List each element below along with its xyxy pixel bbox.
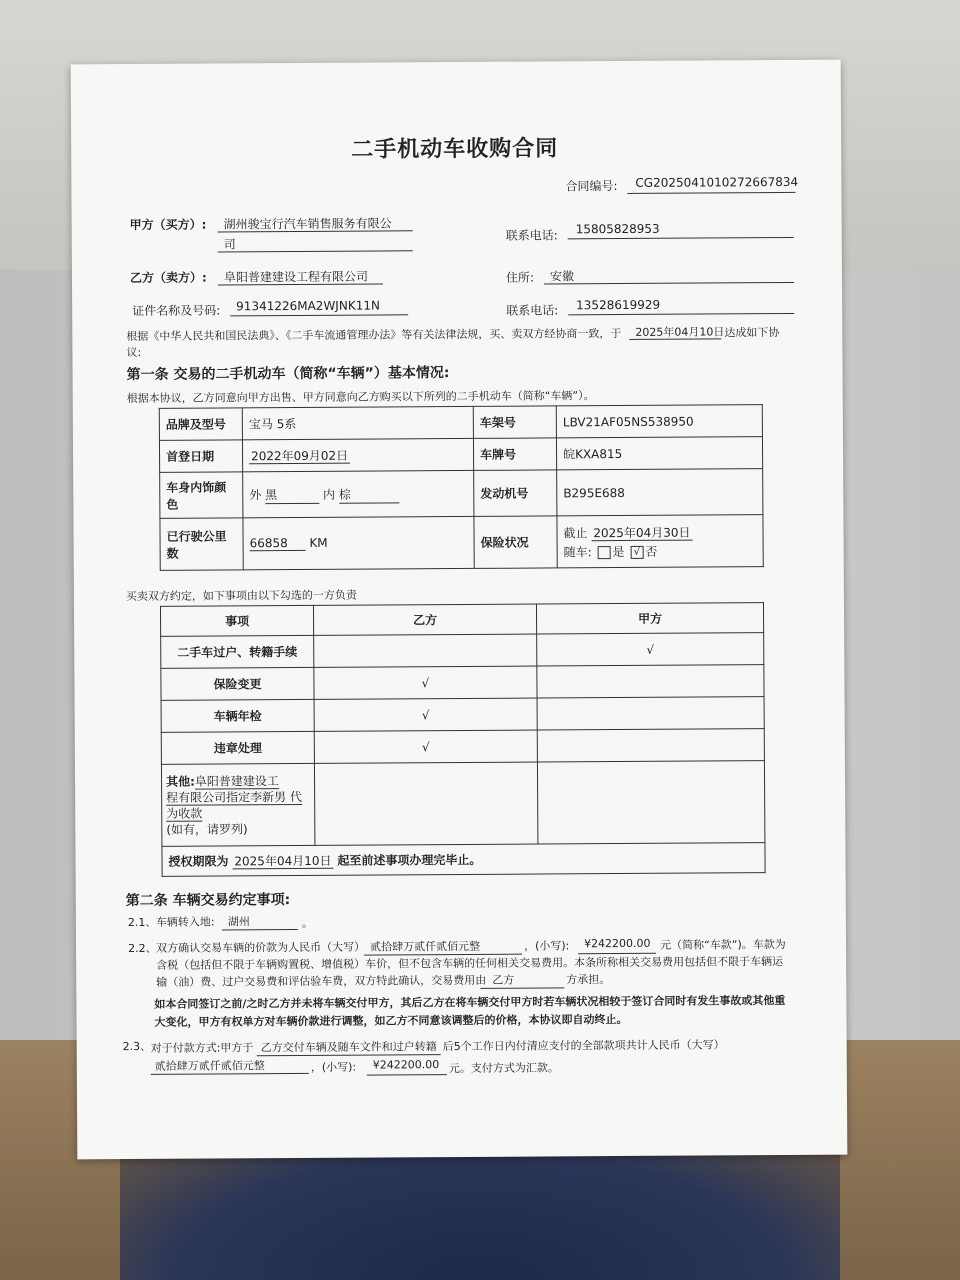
other-label: 其他: <box>166 774 195 789</box>
clause-2-3-no: 2.3、 <box>122 1039 152 1054</box>
insurance-cell <box>557 515 763 568</box>
engine-label: 发动机号 <box>474 470 557 517</box>
intro-text: 根据《中华人民共和国民法典》、《二手车流通管理办法》等有关法律法规，买、卖双方经协商一致，于 <box>126 327 622 344</box>
with-car-row <box>564 542 757 560</box>
color-cell <box>243 470 474 517</box>
clause-2-1-end: 。 <box>301 916 313 930</box>
clause-2-1-value: 湖州 <box>227 915 250 929</box>
other-cell <box>161 763 314 846</box>
phone-b: 13528619929 <box>576 297 661 313</box>
duty-item-insurance: 保险变更 <box>161 667 314 700</box>
address: 安徽 <box>549 269 575 284</box>
id-no: 91341226MA2WJNK11N <box>236 298 380 314</box>
auth-cell <box>162 843 765 877</box>
clause-2-2-no: 2.2、 <box>128 941 157 956</box>
brand-value: 宝马 5系 <box>242 406 473 439</box>
reg-date-value: 2022年09月02日 <box>249 449 350 465</box>
brand-label: 品牌及型号 <box>159 408 242 441</box>
page-title: 二手机动车收购合同 <box>351 136 559 163</box>
clause-2-1-no: 2.1、 <box>127 915 157 930</box>
price-upper: 贰拾肆万贰仟贰佰元整 <box>370 939 481 954</box>
other-hint: (如有，请罗列) <box>166 821 248 837</box>
duty-item-transfer: 二手车过户、转籍手续 <box>161 635 314 668</box>
clause-2-3-text-d: 元。支付方式为汇款。 <box>448 1061 559 1076</box>
clause-2-3-text-c: ，(小写): <box>310 1060 357 1074</box>
mileage-label: 已行驶公里数 <box>160 518 243 571</box>
other-value-3: 为收款 <box>166 806 203 821</box>
contract-no: CG2025041010272667834 <box>635 174 799 190</box>
duty-a-violation <box>537 729 764 762</box>
mileage-value: 66858 <box>250 536 306 551</box>
engine-value: B295E688 <box>557 469 763 516</box>
clause-2-2-text-b: ，(小写): <box>524 939 570 953</box>
party-a-name-line2: 司 <box>223 237 236 252</box>
duty-col-b: 乙方 <box>313 604 536 635</box>
phone-a-label: 联系电话: <box>505 228 558 243</box>
clause-2-3-text-b: 后5个工作日内付清应支付的全部款项共计人民币（大写） <box>442 1038 725 1054</box>
duty-b-inspection: √ <box>314 698 537 731</box>
yes-checkbox <box>597 546 610 559</box>
fee-payer-underline <box>480 987 564 989</box>
clause-2-3-cond: 乙方交付车辆及随车文件和过户转籍 <box>260 1040 437 1055</box>
bold-para-2: 大变化，甲方有权单方对车辆价款进行调整，如乙方不同意该调整后的价格，本协议即自动终止。 <box>154 1012 628 1029</box>
party-a-label: 甲方（买方）: <box>129 217 207 233</box>
fee-payer: 乙方 <box>492 973 515 987</box>
clause-2-3-text-a: 对于付款方式:甲方于 <box>150 1041 254 1055</box>
phone-a: 15805828953 <box>575 221 660 237</box>
interior-label: 内 <box>322 487 336 502</box>
exterior-label: 外 <box>249 487 262 502</box>
no-checkbox: √ <box>630 545 643 558</box>
mileage-unit: KM <box>309 535 328 550</box>
no-label: 否 <box>645 544 658 559</box>
contract-no-label: 合同编号: <box>565 179 618 194</box>
plate-value: 皖KXA815 <box>556 437 762 470</box>
clause-2-3-cond-underline <box>257 1054 441 1056</box>
other-value-1: 阜阳普建建设工 <box>194 773 279 789</box>
pay-upper-underline <box>151 1073 309 1075</box>
party-a-name-line1: 湖州骏宝行汽车销售服务有限公 <box>223 216 392 232</box>
intro-date: 2025年04月10日 <box>635 325 725 339</box>
interior-value: 棕 <box>339 485 399 503</box>
contract-paper <box>71 60 848 1160</box>
yes-label: 是 <box>612 544 625 559</box>
duty-b-transfer <box>314 634 537 667</box>
auth-tail: 起至前述事项办理完毕止。 <box>337 852 482 868</box>
other-value-2: 程有限公司指定李新男 代 <box>166 789 303 805</box>
party-b-name: 阜阳普建建设工程有限公司 <box>223 269 369 285</box>
id-underline <box>230 314 408 316</box>
party-a-underline-2 <box>218 250 413 252</box>
intro-text-wrap: 议: <box>126 345 142 360</box>
vin-value: LBV21AF05NS538950 <box>556 405 762 438</box>
agreement-desc: 买卖双方约定，如下事项由以下勾选的一方负责 <box>125 588 357 604</box>
contract-no-underline <box>627 192 795 194</box>
exterior-value: 黑 <box>265 485 319 503</box>
party-b-label: 乙方（卖方）: <box>129 270 207 286</box>
id-label: 证件名称及号码: <box>132 303 221 318</box>
insurance-until-label: 截止 <box>563 525 588 540</box>
reg-date-cell <box>242 438 473 471</box>
duty-col-item: 事项 <box>160 605 313 636</box>
clause-2-2-text-a: 双方确认交易车辆的价款为人民币（大写） <box>156 940 366 955</box>
price-lower: ¥242200.00 <box>584 936 651 951</box>
address-underline <box>544 282 794 285</box>
reg-date-label: 首登日期 <box>159 440 242 473</box>
phone-b-underline <box>568 313 794 315</box>
duty-col-a: 甲方 <box>536 603 763 634</box>
vin-label: 车架号 <box>473 406 556 439</box>
clause-2-1-label: 车辆转入地: <box>155 915 215 929</box>
color-label: 车身内饰颜色 <box>160 472 243 519</box>
duty-b-violation: √ <box>314 730 537 763</box>
pay-lower: ¥242200.00 <box>372 1058 440 1072</box>
duty-b-insurance: √ <box>314 666 537 699</box>
duty-a-insurance <box>537 665 764 698</box>
party-a-underline-1 <box>218 230 413 232</box>
auth-date: 2025年04月10日 <box>232 854 333 870</box>
duty-item-inspection: 车辆年检 <box>161 699 314 732</box>
pay-lower-underline <box>367 1074 447 1075</box>
intro-text-end: 达成如下协 <box>724 326 780 340</box>
phone-b-label: 联系电话: <box>506 303 559 318</box>
insurance-label: 保险状况 <box>474 516 557 569</box>
clause-2-2-line3a: 输（油）费、过户交易费和评估验车费，双方特此确认，交易费用由 <box>156 973 487 989</box>
insurance-until-row <box>563 523 756 541</box>
plate-label: 车牌号 <box>473 438 556 471</box>
insurance-until: 2025年04月30日 <box>591 525 692 541</box>
bold-para-1: 如本合同签订之前/之时乙方并未将车辆交付甲方，其后乙方在将车辆交付甲方时若车辆状况相较于签订合同时有发生事故或其他重 <box>154 994 786 1011</box>
mileage-cell <box>243 516 474 569</box>
intro-date-underline <box>629 338 721 340</box>
duty-table <box>160 602 766 877</box>
section2-title: 第二条 车辆交易约定事项: <box>125 892 291 910</box>
vehicle-table <box>159 404 764 571</box>
section1-title: 第一条 交易的二手机动车（简称“车辆”）基本情况: <box>126 365 450 384</box>
clause-2-2-text-c: 元（简称“车款”)。车款为 <box>660 938 786 952</box>
auth-label: 授权期限为 <box>168 854 229 869</box>
clause-2-2-line3b: 方承担。 <box>566 973 611 987</box>
duty-a-inspection <box>537 697 764 730</box>
party-b-underline <box>218 283 383 285</box>
duty-item-violation: 违章处理 <box>161 731 314 764</box>
other-a-cell <box>537 761 764 844</box>
phone-a-underline <box>568 237 794 239</box>
clause-2-1-underline <box>222 929 298 930</box>
address-label: 住所: <box>505 270 535 285</box>
section1-desc: 根据本协议，乙方同意向甲方出售、甲方同意向乙方购买以下所列的二手机动车（简称“车辆”）。 <box>126 389 595 406</box>
duty-a-transfer: √ <box>537 633 764 666</box>
clause-2-2-line2: 含税（包括但不限于车辆购置税、增值税）车价，但不包含车辆的任何相关交易费用。本条所称相关交易费用包括但不限于车辆运 <box>156 955 784 972</box>
pay-upper: 贰拾肆万贰仟贰佰元整 <box>154 1059 265 1073</box>
with-car-label: 随车: <box>563 544 592 559</box>
other-b-cell <box>314 762 537 845</box>
